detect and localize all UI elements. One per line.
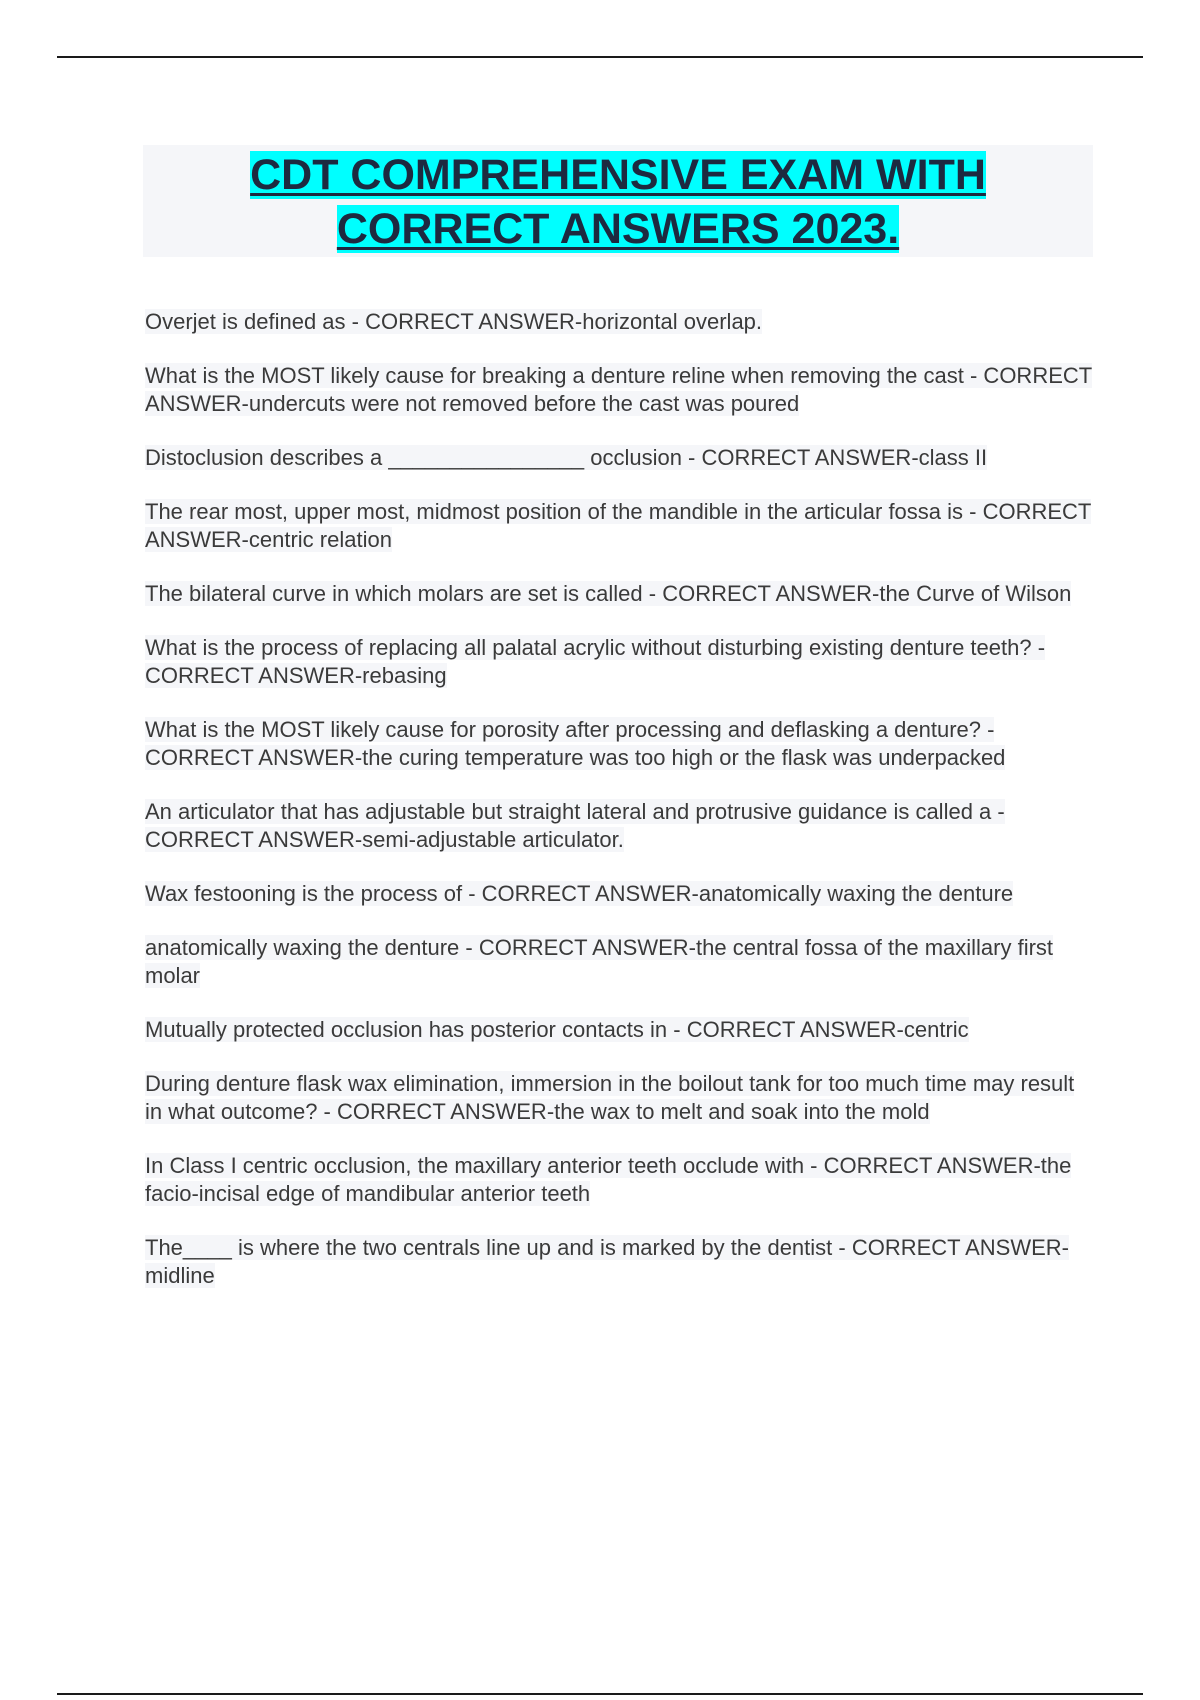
qa-item [145,444,1095,472]
qa-text: In Class I centric occlusion, the maxillary anterior teeth occlude with - CORRECT ANSWER-the facio-incisal edge of mandibular anterior teeth [145,1153,1072,1206]
qa-item [145,1070,1095,1126]
qa-text: The rear most, upper most, midmost position of the mandible in the articular fossa is - CORRECT ANSWER-centric relation [145,499,1092,552]
qa-item [145,580,1095,608]
qa-item [145,880,1095,908]
qa-item [145,1016,1095,1044]
qa-text: What is the MOST likely cause for porosity after processing and deflasking a denture? - CORRECT ANSWER-the curing temperature was too high or the flask was underpacked [145,717,1006,770]
top-rule [57,56,1143,58]
page-title [143,145,1093,256]
qa-text: Distoclusion describes a ________________ occlusion - CORRECT ANSWER-class II [145,445,988,470]
qa-text: During denture flask wax elimination, immersion in the boilout tank for too much time may result in what outcome? - CORRECT ANSWER-the wax to melt and soak into the mold [145,1071,1075,1124]
qa-item [145,1152,1095,1208]
qa-text: Overjet is defined as - CORRECT ANSWER-horizontal overlap. [145,309,763,334]
qa-text: anatomically waxing the denture - CORRECT ANSWER-the central fossa of the maxillary first molar [145,935,1054,988]
title-line-1: CDT COMPREHENSIVE EXAM WITH [250,151,986,199]
qa-text: What is the process of replacing all palatal acrylic without disturbing existing denture teeth? - CORRECT ANSWER-rebasing [145,635,1046,688]
qa-text: Wax festooning is the process of - CORRECT ANSWER-anatomically waxing the denture [145,881,1014,906]
title-box [143,145,1093,257]
qa-item [145,798,1095,854]
qa-item [145,716,1095,772]
qa-text: Mutually protected occlusion has posterior contacts in - CORRECT ANSWER-centric [145,1017,969,1042]
qa-text: An articulator that has adjustable but straight lateral and protrusive guidance is called a - CORRECT ANSWER-semi-adjustable articulator. [145,799,1005,852]
qa-item [145,362,1095,418]
qa-text: The____ is where the two centrals line up and is marked by the dentist - CORRECT ANSWER-midline [145,1235,1069,1288]
qa-item [145,498,1095,554]
qa-list [145,308,1095,1316]
qa-item [145,934,1095,990]
qa-text: What is the MOST likely cause for breaking a denture reline when removing the cast - CORRECT ANSWER-undercuts were not removed before the cast was poured [145,363,1093,416]
qa-item [145,1234,1095,1290]
qa-item [145,308,1095,336]
bottom-rule [57,1693,1143,1695]
qa-text: The bilateral curve in which molars are set is called - CORRECT ANSWER-the Curve of Wilson [145,581,1072,606]
qa-item [145,634,1095,690]
title-line-2: CORRECT ANSWERS 2023. [336,205,900,253]
